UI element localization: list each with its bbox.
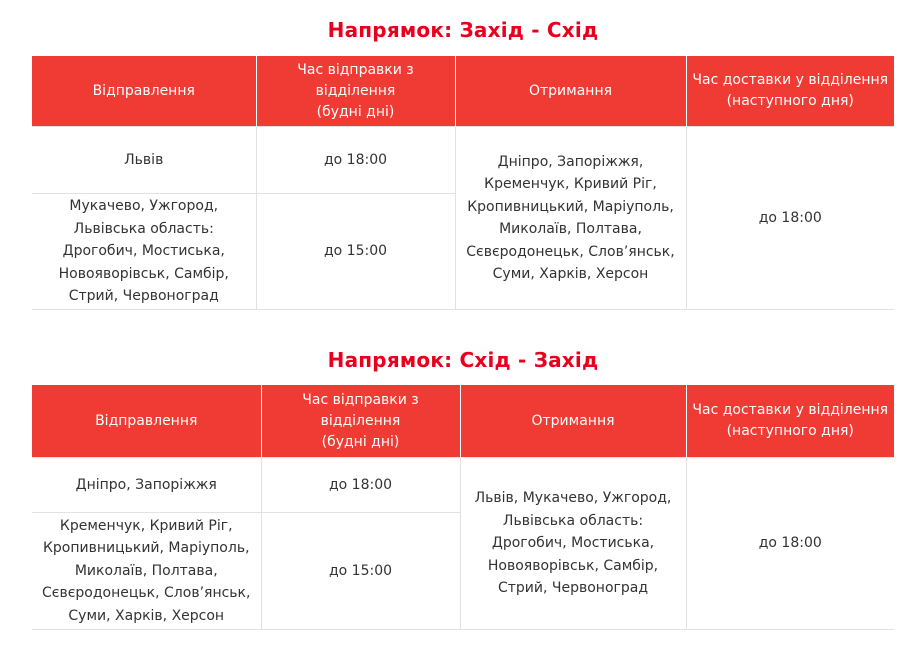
header-receiving: Отримання [455,56,686,127]
header-departure: Відправлення [32,385,261,458]
cell-receiving: Львів, Мукачево, Ужгород, Львівська область: Дрогобич, Мостиська, Новояворівськ, Самбір, Стрий, Червоноград [460,458,686,630]
cell-delivery-time: до 18:00 [686,458,894,630]
cell-departure: Мукачево, Ужгород, Львівська область: Дрогобич, Мостиська, Новояворівськ, Самбір, Стрий, Червоноград [32,194,256,310]
cell-dispatch-time: до 18:00 [261,458,460,513]
table-row [32,458,894,513]
cell-departure: Львів [32,127,256,194]
header-receiving: Отримання [460,385,686,458]
schedule-table-west-east [32,56,894,310]
header-departure: Відправлення [32,56,256,127]
cell-receiving: Дніпро, Запоріжжя, Кременчук, Кривий Ріг, Кропивницький, Маріуполь, Миколаїв, Полтава, Сєвєродонецьк, Слов’янськ, Суми, Харків, Херсон [455,127,686,310]
header-dispatch-time: Час відправки з відділення (будні дні) [261,385,460,458]
header-dispatch-time: Час відправки з відділення (будні дні) [256,56,455,127]
table-header-row [32,385,894,458]
cell-departure: Дніпро, Запоріжжя [32,458,261,513]
cell-dispatch-time: до 15:00 [256,194,455,310]
cell-delivery-time: до 18:00 [686,127,894,310]
table-header-row [32,56,894,127]
table-row [32,127,894,194]
cell-departure: Кременчук, Кривий Ріг, Кропивницький, Маріуполь, Миколаїв, Полтава, Сєвєродонецьк, Слов’янськ, Суми, Харків, Херсон [32,513,261,630]
cell-dispatch-time: до 15:00 [261,513,460,630]
section-title-east-west: Напрямок: Схід - Захід [327,348,599,372]
header-delivery-time: Час доставки у відділення (наступного дня) [686,385,894,458]
cell-dispatch-time: до 18:00 [256,127,455,194]
schedule-table-east-west [32,385,894,630]
section-title-west-east: Напрямок: Захід - Схід [327,18,599,42]
header-delivery-time: Час доставки у відділення (наступного дня) [686,56,894,127]
